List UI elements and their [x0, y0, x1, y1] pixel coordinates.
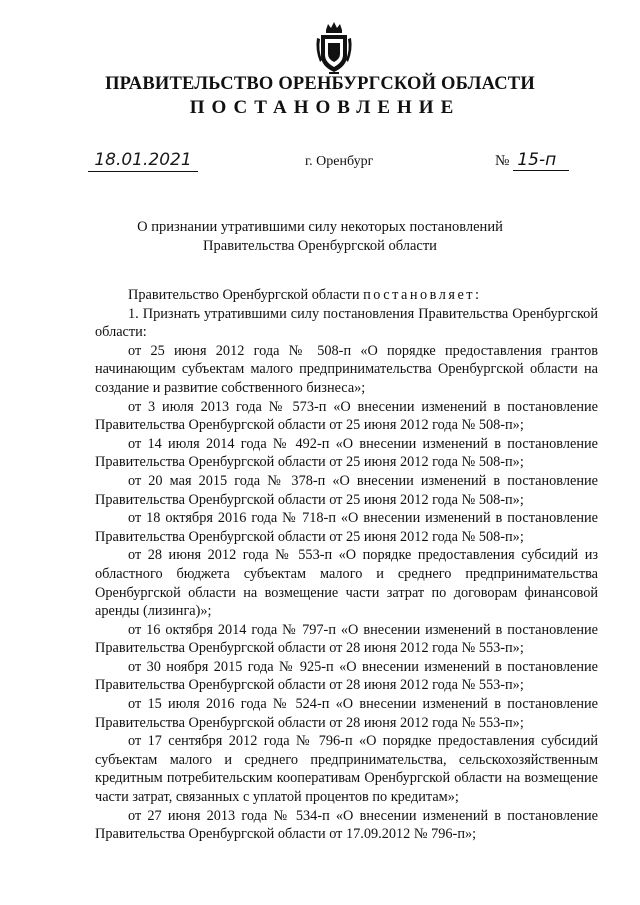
government-title: ПРАВИТЕЛЬСТВО ОРЕНБУРГСКОЙ ОБЛАСТИ: [105, 74, 535, 94]
document-meta-row: [0, 148, 640, 178]
body-paragraph: от 30 ноября 2015 года № 925-п «О внесении изменений в постановление Правительства Оренбургской области от 28 июня 2012 года № 553-п»;: [95, 658, 598, 694]
body-paragraph: от 17 сентября 2012 года № 796-п «О порядке предоставления субсидий субъектам малого и среднего предпринимательства, сельскохозяйственным кредитным потребительским кооперативам Оренбургской области на возмещение части затрат, связанных с уплатой процентов по кредитам»;: [95, 733, 598, 806]
number-sign: №: [495, 153, 510, 169]
document-number: [495, 150, 569, 171]
subject-line-2: Правительства Оренбургской области: [203, 238, 437, 254]
intro-paragraph: [95, 286, 598, 305]
subject-line-1: О признании утратившими силу некоторых постановлений: [137, 219, 503, 235]
document-subject: [0, 218, 640, 256]
document-date: 18.01.2021: [88, 150, 198, 172]
number-value: 15-п: [513, 150, 569, 171]
body-paragraph: от 15 июля 2016 года № 524-п «О внесении изменений в постановление Правительства Оренбургской области от 28 июня 2012 года № 553-п»;: [95, 696, 598, 731]
coat-of-arms-icon: [314, 20, 354, 76]
intro-decree-word: постановляет:: [363, 287, 482, 303]
body-paragraph: от 28 июня 2012 года № 553-п «О порядке предоставления субсидий из областного бюджета субъектам малого и среднего предпринимательства Оренбургской области на возмещение части затрат по договорам финансовой аренды (лизинга)»;: [95, 547, 598, 620]
body-paragraph: от 16 октября 2014 года № 797-п «О внесении изменений в постановление Правительства Оренбургской области от 28 июня 2012 года № 553-п»;: [95, 621, 598, 657]
document-type-title: ПОСТАНОВЛЕНИЕ: [189, 97, 461, 118]
body-paragraph: 1. Признать утратившими силу постановления Правительства Оренбургской области:: [95, 305, 598, 341]
document-city: г. Оренбург: [305, 154, 374, 169]
body-paragraph: от 20 мая 2015 года № 378-п «О внесении изменений в постановление Правительства Оренбургской области от 25 июня 2012 года № 508-п»;: [95, 472, 598, 508]
body-paragraph: от 25 июня 2012 года № 508-п «О порядке предоставления грантов начинающим субъектам малого предпринимательства Оренбургской области на создание и развитие собственного бизнеса»;: [95, 342, 598, 396]
document-body: [95, 286, 598, 844]
body-paragraph: от 3 июля 2013 года № 573-п «О внесении изменений в постановление Правительства Оренбургской области от 25 июня 2012 года № 508-п»;: [95, 398, 598, 434]
body-paragraph: от 14 июля 2014 года № 492-п «О внесении изменений в постановление Правительства Оренбургской области от 25 июня 2012 года № 508-п»;: [95, 435, 598, 471]
body-paragraph: от 27 июня 2013 года № 534-п «О внесении изменений в постановление Правительства Оренбургской области от 17.09.2012 № 796-п»;: [95, 807, 598, 843]
body-paragraph: от 18 октября 2016 года № 718-п «О внесении изменений в постановление Правительства Оренбургской области от 25 июня 2012 года № 508-п»;: [95, 510, 598, 545]
intro-prefix: Правительство Оренбургской области: [128, 287, 364, 303]
